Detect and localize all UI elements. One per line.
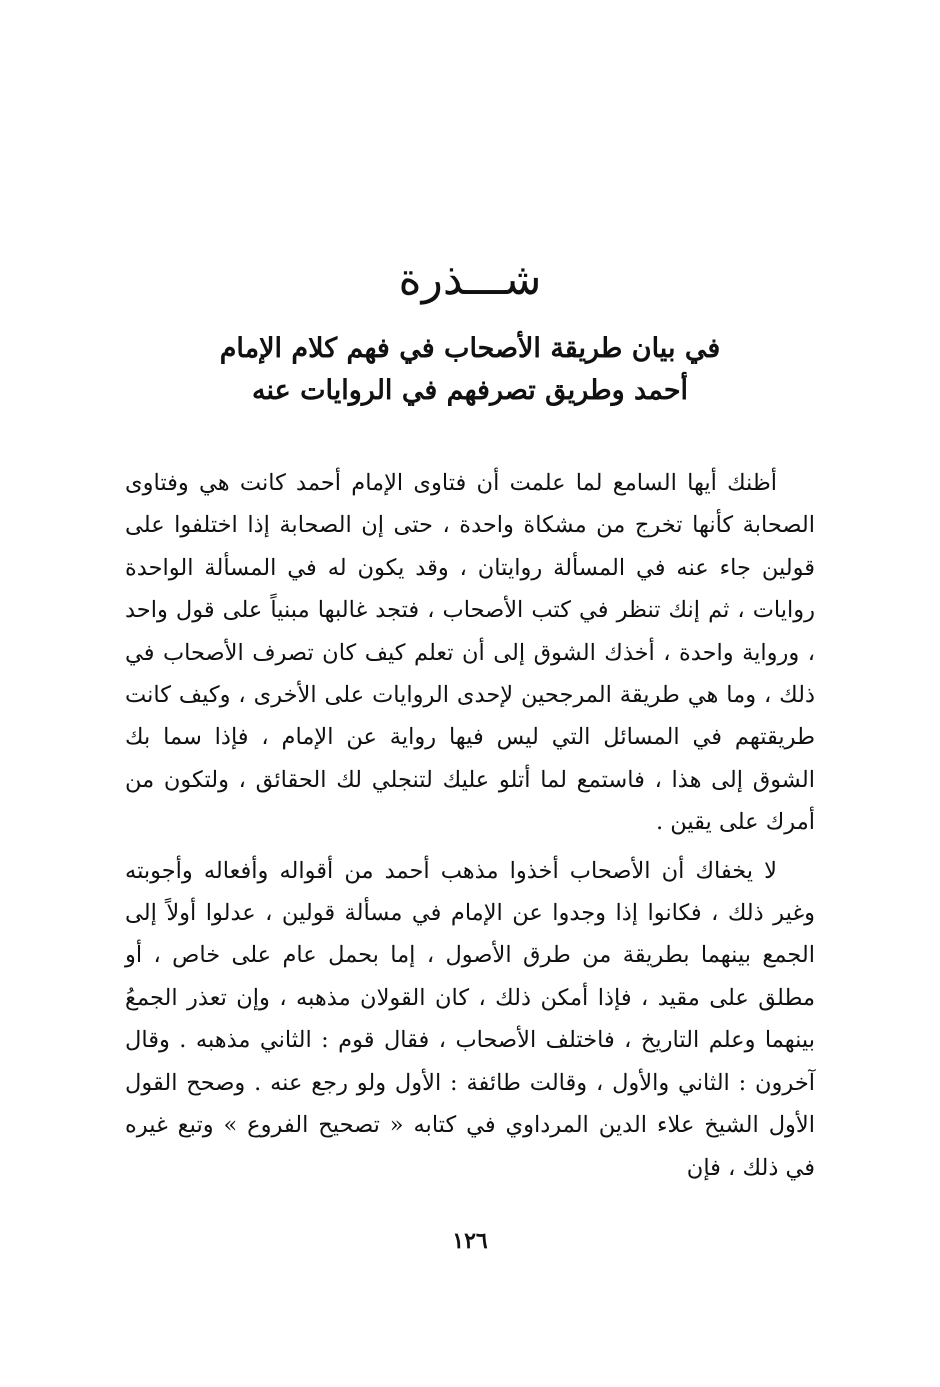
chapter-subtitle (0, 328, 940, 412)
chapter-subtitle-line-1: في بيان طريقة الأصحاب في فهم كلام الإمام (219, 333, 721, 364)
chapter-title: شـــذرة (398, 254, 542, 305)
chapter-subtitle-line-2: أحمد وطريق تصرفهم في الروايات عنه (251, 375, 689, 406)
paragraph-2: لا يخفاك أن الأصحاب أخذوا مذهب أحمد من أقواله وأفعاله وأجوبته وغير ذلك ، فكانوا إذا وجدوا عن الإمام في مسألة قولين ، عدلوا أولاً إلى الجمع بينهما بطريقة من طرق الأصول ، إما بحمل عام على خاص ، أو مطلق على مقيد ، فإذا أمكن ذلك ، كان القولان مذهبه ، وإن تعذر الجمعُ بينهما وعلم التاريخ ، فاختلف الأصحاب ، فقال قوم : الثاني مذهبه . وقال آخرون : الثاني والأول ، وقالت طائفة : الأول ولو رجع عنه . وصحح القول الأول الشيخ علاء الدين المرداوي في كتابه « تصحيح الفروع » وتبع غيره في ذلك ، فإن (125, 857, 815, 1181)
page-number: ١٢٦ (452, 1228, 488, 1254)
body-text (125, 462, 815, 1189)
chapter-heading (0, 250, 940, 412)
paragraph-1: أظنك أيها السامع لما علمت أن فتاوى الإمام أحمد كانت هي وفتاوى الصحابة كأنها تخرج من مشكاة واحدة ، حتى إن الصحابة إذا اختلفوا على قولين جاء عنه في المسألة روايتان ، وقد يكون له في المسألة الواحدة روايات ، ثم إنك تنظر في كتب الأصحاب ، فتجد غالبها مبنياً على قول واحد ، ورواية واحدة ، أخذك الشوق إلى أن تعلم كيف كان تصرف الأصحاب في ذلك ، وما هي طريقة المرجحين لإحدى الروايات على الأخرى ، وكيف كانت طريقتهم في المسائل التي ليس فيها رواية عن الإمام ، فإذا سما بك الشوق إلى هذا ، فاستمع لما أتلو عليك لتنجلي لك الحقائق ، ولتكون من أمرك على يقين . (125, 470, 815, 836)
